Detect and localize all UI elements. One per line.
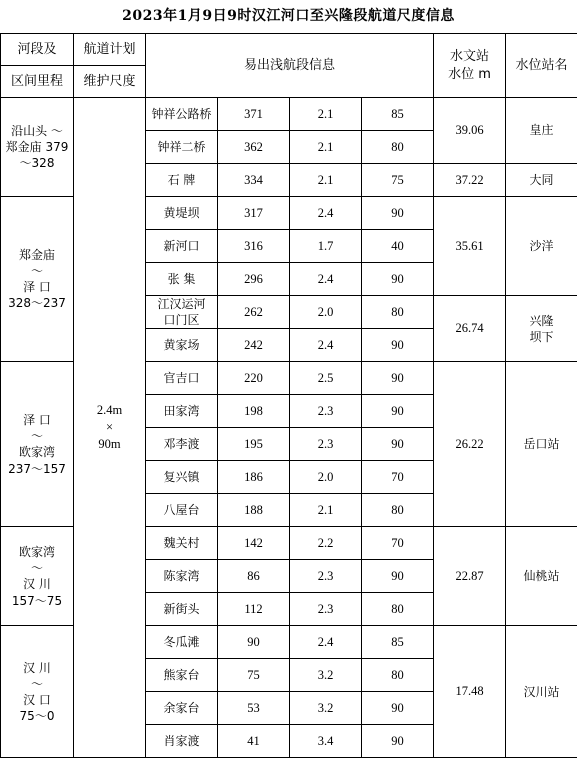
table-body [1, 98, 577, 758]
segment-cell-line: 郑金庙 379 [5, 139, 69, 154]
station-name-line: 兴隆 [529, 313, 554, 328]
hydro-level: 17.48 [434, 626, 506, 758]
shoal-mileage: 316 [218, 230, 290, 263]
shoal-depth: 3.4 [290, 725, 362, 758]
segment-cell [1, 197, 74, 362]
shoal-name: 余家台 [146, 692, 218, 725]
shoal-name: 石 牌 [146, 164, 218, 197]
header-station-name: 水位站名 [506, 34, 577, 98]
shoal-mileage: 75 [218, 659, 290, 692]
shoal-depth: 2.3 [290, 560, 362, 593]
shoal-mileage: 142 [218, 527, 290, 560]
shoal-name: 新河口 [146, 230, 218, 263]
shoal-name: 张 集 [146, 263, 218, 296]
shoal-name: 官吉口 [146, 362, 218, 395]
shoal-mileage: 371 [218, 98, 290, 131]
header-plan-bottom: 维护尺度 [74, 66, 146, 98]
shoal-name: 钟祥公路桥 [146, 98, 218, 131]
shoal-width: 90 [362, 560, 434, 593]
shoal-width: 90 [362, 692, 434, 725]
shoal-depth: 1.7 [290, 230, 362, 263]
segment-cell [1, 98, 74, 197]
station-name-line: 大同 [529, 172, 554, 187]
page-title: 2023年1月9日9时汉江河口至兴隆段航道尺度信息 [122, 8, 455, 24]
segment-cell [1, 626, 74, 758]
shoal-mileage: 186 [218, 461, 290, 494]
shoal-depth: 2.3 [290, 395, 362, 428]
station-name [506, 296, 577, 362]
header-segment-bottom: 区间里程 [1, 66, 74, 98]
shoal-mileage: 242 [218, 329, 290, 362]
shoal-mileage: 41 [218, 725, 290, 758]
shoal-name: 熊家台 [146, 659, 218, 692]
segment-cell-line: 欧家湾 [18, 545, 55, 559]
segment-cell-line: 汉 口 [23, 692, 51, 707]
segment-cell-line: 237～157 [8, 461, 66, 476]
shoal-width: 80 [362, 131, 434, 164]
shoal-name: 复兴镇 [146, 461, 218, 494]
shoal-depth: 2.0 [290, 296, 362, 329]
shoal-name: 肖家渡 [146, 725, 218, 758]
shoal-width: 80 [362, 296, 434, 329]
shoal-name: 新街头 [146, 593, 218, 626]
shoal-name: 冬瓜滩 [146, 626, 218, 659]
segment-cell-line: 157～75 [11, 593, 63, 608]
segment-cell-line: 汉 川 [23, 660, 51, 675]
station-name-line: 坝下 [529, 329, 554, 344]
shoal-depth: 2.1 [290, 98, 362, 131]
shoal-depth: 2.1 [290, 164, 362, 197]
shoal-width: 40 [362, 230, 434, 263]
shoal-width: 80 [362, 659, 434, 692]
shoal-depth: 2.0 [290, 461, 362, 494]
segment-cell-line: 328～237 [8, 296, 66, 311]
segment-cell-line: ～ [30, 676, 43, 691]
shoal-width: 80 [362, 494, 434, 527]
header-hydro-level [434, 34, 506, 98]
station-name-line: 沙洋 [529, 238, 554, 253]
shoal-width: 90 [362, 197, 434, 230]
shoal-mileage: 198 [218, 395, 290, 428]
shoal-width: 70 [362, 527, 434, 560]
shoal-mileage: 90 [218, 626, 290, 659]
shoal-mileage: 53 [218, 692, 290, 725]
shoal-mileage: 317 [218, 197, 290, 230]
shoal-width: 90 [362, 362, 434, 395]
segment-cell-line: 郑金庙 [18, 247, 55, 262]
shoal-depth: 2.2 [290, 527, 362, 560]
shoal-width: 90 [362, 725, 434, 758]
station-name [506, 197, 577, 296]
segment-cell-line: 泽 口 [23, 280, 51, 295]
shoal-mileage: 262 [218, 296, 290, 329]
shoal-name: 黄堤坝 [146, 197, 218, 230]
segment-cell [1, 362, 74, 527]
shoal-depth: 2.4 [290, 263, 362, 296]
segment-cell-line: 泽 口 [23, 413, 51, 427]
station-name [506, 362, 577, 527]
shoal-depth: 2.4 [290, 329, 362, 362]
maintenance-dimension-line: × [105, 420, 114, 435]
shoal-depth: 2.3 [290, 593, 362, 626]
shoal-depth: 2.3 [290, 428, 362, 461]
shoal-width: 80 [362, 593, 434, 626]
segment-cell [1, 527, 74, 626]
segment-cell-line: ～ [30, 264, 43, 278]
shoal-width: 90 [362, 428, 434, 461]
shoal-mileage: 112 [218, 593, 290, 626]
shoal-width: 85 [362, 626, 434, 659]
hydro-level: 22.87 [434, 527, 506, 626]
hydro-level: 26.22 [434, 362, 506, 527]
shoal-width: 85 [362, 98, 434, 131]
shoal-name-line: 口门区 [163, 313, 200, 328]
station-name-line: 皇庄 [529, 123, 554, 138]
hydro-level: 35.61 [434, 197, 506, 296]
station-name [506, 164, 577, 197]
header-segment-top: 河段及 [1, 34, 74, 66]
header-hydro-line1: 水文站 [450, 48, 490, 64]
channel-dimension-table [0, 33, 577, 758]
station-name-line: 岳口站 [523, 437, 560, 452]
station-name [506, 626, 577, 758]
shoal-mileage: 86 [218, 560, 290, 593]
station-name [506, 98, 577, 164]
shoal-depth: 2.1 [290, 131, 362, 164]
maintenance-dimension-line: 2.4m [96, 403, 123, 418]
shoal-depth: 2.4 [290, 626, 362, 659]
maintenance-dimension [74, 98, 146, 758]
shoal-mileage: 188 [218, 494, 290, 527]
shoal-width: 75 [362, 164, 434, 197]
shoal-mileage: 362 [218, 131, 290, 164]
station-name [506, 527, 577, 626]
shoal-depth: 3.2 [290, 692, 362, 725]
table-row [1, 98, 577, 131]
segment-cell-line: ～ [30, 429, 43, 444]
segment-cell-line: 75～0 [19, 709, 55, 724]
shoal-depth: 2.4 [290, 197, 362, 230]
segment-cell-line: ～328 [19, 156, 55, 171]
shoal-name: 田家湾 [146, 395, 218, 428]
shoal-name: 邓李渡 [146, 428, 218, 461]
shoal-mileage: 220 [218, 362, 290, 395]
shoal-width: 90 [362, 263, 434, 296]
shoal-width: 90 [362, 329, 434, 362]
shoal-name [146, 296, 218, 329]
header-hydro-line2: 水位 m [448, 66, 491, 82]
shoal-depth: 2.1 [290, 494, 362, 527]
segment-cell-line: 汉 川 [23, 577, 51, 592]
station-name-line: 仙桃站 [523, 569, 560, 584]
shoal-name: 钟祥二桥 [146, 131, 218, 164]
station-name-line: 汉川站 [523, 684, 560, 699]
shoal-mileage: 334 [218, 164, 290, 197]
segment-cell-line: 沿山头 ～ [11, 123, 63, 138]
header-plan-top: 航道计划 [74, 34, 146, 66]
shoal-name: 陈家湾 [146, 560, 218, 593]
shoal-depth: 3.2 [290, 659, 362, 692]
segment-cell-line: 欧家湾 [18, 445, 55, 460]
shoal-name: 黄家场 [146, 329, 218, 362]
hydro-level: 37.22 [434, 164, 506, 197]
shoal-name-line: 江汉运河 [157, 297, 206, 311]
shoal-mileage: 296 [218, 263, 290, 296]
shoal-depth: 2.5 [290, 362, 362, 395]
shoal-name: 魏关村 [146, 527, 218, 560]
header-shoal-info: 易出浅航段信息 [146, 34, 434, 98]
maintenance-dimension-line: 90m [98, 437, 121, 452]
shoal-width: 90 [362, 395, 434, 428]
shoal-mileage: 195 [218, 428, 290, 461]
shoal-name: 八屋台 [146, 494, 218, 527]
shoal-width: 70 [362, 461, 434, 494]
hydro-level: 39.06 [434, 98, 506, 164]
hydro-level: 26.74 [434, 296, 506, 362]
segment-cell-line: ～ [30, 561, 43, 576]
